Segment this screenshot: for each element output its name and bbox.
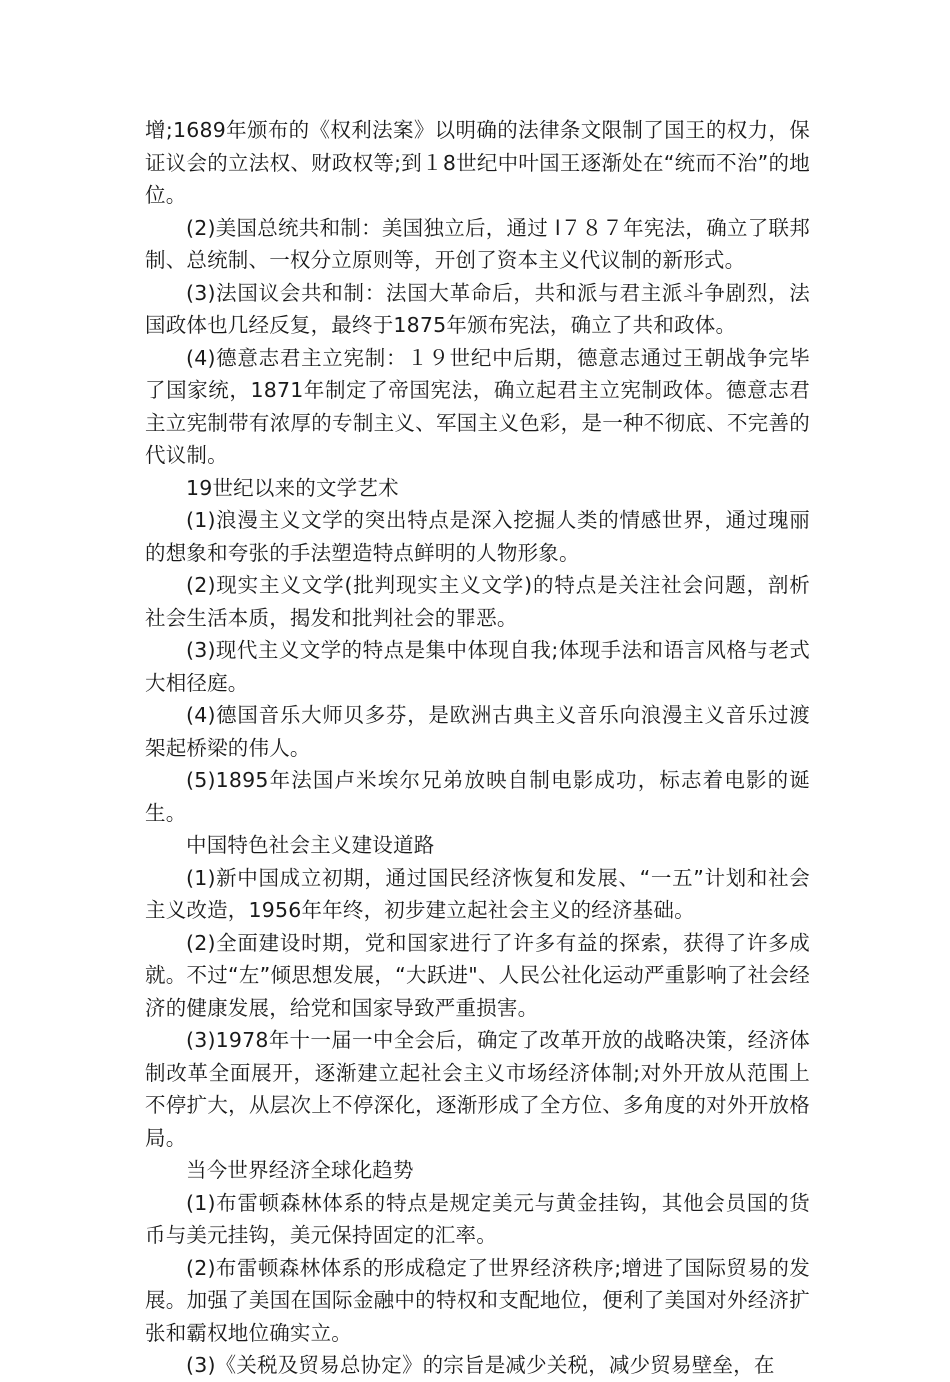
section-heading: 当今世界经济全球化趋势 xyxy=(186,1158,414,1182)
paragraph: (1)浪漫主义文学的突出特点是深入挖掘人类的情感世界，通过瑰丽的想象和夸张的手法塑造特点鲜明的人物形象。 xyxy=(145,508,810,565)
paragraph: 增;1689年颁布的《权利法案》以明确的法律条文限制了国王的权力，保证议会的立法权、财政权等;到１8世纪中叶国王逐渐处在“统而不治”的地位。 xyxy=(145,118,810,207)
paragraph: (2)现实主义文学(批判现实主义文学)的特点是关注社会问题，剖析社会生活本质，揭发和批判社会的罪恶。 xyxy=(145,573,810,630)
paragraph: (3)《关税及贸易总协定》的宗旨是减少关税，减少贸易壁垒，在 xyxy=(186,1353,775,1377)
paragraph: (1)布雷顿森林体系的特点是规定美元与黄金挂钩，其他会员国的货币与美元挂钩，美元保持固定的汇率。 xyxy=(145,1190,810,1247)
paragraph: (3)现代主义文学的特点是集中体现自我;体现手法和语言风格与老式大相径庭。 xyxy=(145,638,810,695)
paragraph: (2)布雷顿森林体系的形成稳定了世界经济秩序;增进了国际贸易的发展。加强了美国在国际金融中的特权和支配地位，便利了美国对外经济扩张和霸权地位确实立。 xyxy=(145,1255,810,1345)
paragraph: (5)1895年法国卢米埃尔兄弟放映自制电影成功，标志着电影的诞生。 xyxy=(145,768,810,825)
section-heading: 中国特色社会主义建设道路 xyxy=(186,833,435,857)
paragraph: (3)1978年十一届一中全会后，确定了改革开放的战略决策，经济体制改革全面展开，逐渐建立起社会主义市场经济体制;对外开放从范围上不停扩大，从层次上不停深化，逐渐形成了全方位、多角度的对外开放格局。 xyxy=(145,1028,810,1150)
paragraph: (2)全面建设时期，党和国家进行了许多有益的探索，获得了许多成就。不过“左”倾思想发展，“大跃进"、人民公社化运动严重影响了社会经济的健康发展，给党和国家导致严重损害。 xyxy=(145,930,810,1020)
section-heading: 19世纪以来的文学艺术 xyxy=(186,475,399,500)
paragraph: (4)德意志君主立宪制：１９世纪中后期，德意志通过王朝战争完毕了国家统，1871年制定了帝国宪法，确立起君主立宪制政体。德意志君主立宪制带有浓厚的专制主义、军国主义色彩，是一种不彻底、不完善的代议制。 xyxy=(145,345,810,467)
paragraph: (1)新中国成立初期，通过国民经济恢复和发展、“一五”计划和社会主义改造，1956年年终，初步建立起社会主义的经济基础。 xyxy=(145,865,810,922)
paragraph: (4)德国音乐大师贝多芬，是欧洲古典主义音乐向浪漫主义音乐过渡架起桥梁的伟人。 xyxy=(145,703,810,760)
paragraph: (2)美国总统共和制：美国独立后，通过 l７８７年宪法，确立了联邦制、总统制、一权分立原则等，开创了资本主义代议制的新形式。 xyxy=(145,215,810,272)
paragraph: (3)法国议会共和制：法国大革命后，共和派与君主派斗争剧烈，法国政体也几经反复，最终于1875年颁布宪法，确立了共和政体。 xyxy=(145,280,810,337)
document-body xyxy=(145,114,810,1382)
